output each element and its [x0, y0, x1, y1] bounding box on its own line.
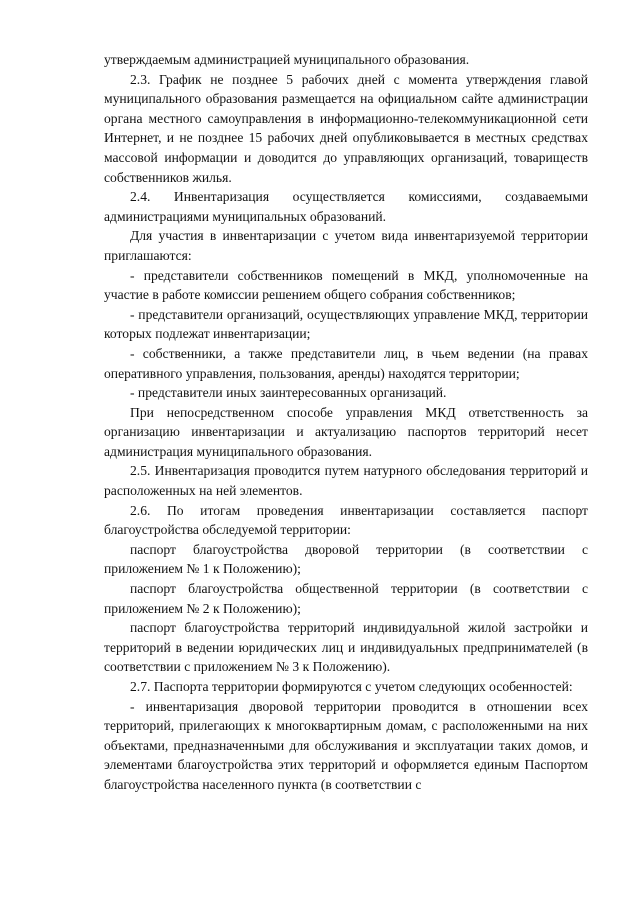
- list-item-other-organizations: - представители иных заинтересованных организаций.: [130, 385, 447, 401]
- list-item-yard-inventory: - инвентаризация дворовой территории проводится в отношении всех территорий, прилегающих к многоквартирным домам, с расположенными на них объектами, предназначенными для обслуживания и эксплуатации таких домов, и элементами благоустройства этих территорий и оформляется единым Паспортом благоустройства населенного пункта (в соответствии с: [104, 698, 588, 792]
- document-body: [104, 50, 588, 795]
- list-item-passport-individual: паспорт благоустройства территорий индивидуальной жилой застройки и территорий в ведении юридических лиц и индивидуальных предпринимателей (в соответствии с приложением № 3 к Положению).: [104, 620, 588, 675]
- paragraph-direct-management: При непосредственном способе управления МКД ответственность за организацию инвентаризации и актуализацию паспортов территорий несет администрация муниципального образования.: [104, 404, 588, 459]
- paragraph-2-4: 2.4. Инвентаризация осуществляется комиссиями, создаваемыми администрациями муниципальных образований.: [104, 189, 588, 224]
- paragraph-2-7: 2.7. Паспорта территории формируются с учетом следующих особенностей:: [130, 679, 573, 694]
- list-item-owners-representatives: - представители собственников помещений в МКД, уполномоченные на участие в работе комиссии решением общего собрания собственников;: [104, 267, 588, 303]
- paragraph-continuation: утверждаемым администрацией муниципального образования.: [104, 52, 470, 67]
- list-item-management-organizations: - представители организаций, осуществляющих управление МКД, территории которых подлежат инвентаризации;: [104, 306, 588, 342]
- list-item-passport-yard: паспорт благоустройства дворовой территории (в соответствии с приложением № 1 к Положению);: [104, 541, 588, 577]
- paragraph-2-3: 2.3. График не позднее 5 рабочих дней с момента утверждения главой муниципального образования размещается на официальном сайте администрации органа местного самоуправления в информационно-телекоммуникационной сети Интернет, и не позднее 15 рабочих дней опубликовывается в местных средствах массовой информации и доводится до управляющих организаций, товариществ собственников жилья.: [104, 71, 588, 185]
- paragraph-2-6: 2.6. По итогам проведения инвентаризации составляется паспорт благоустройства обследуемой территории:: [104, 502, 588, 538]
- list-item-owners-and-holders: - собственники, а также представители лиц, в чьем ведении (на правах оперативного управления, пользования, аренды) находятся территории;: [104, 345, 588, 381]
- paragraph-participants-intro: Для участия в инвентаризации с учетом вида инвентаризуемой территории приглашаются:: [104, 228, 588, 263]
- list-item-passport-public: паспорт благоустройства общественной территории (в соответствии с приложением № 2 к Положению);: [104, 581, 588, 616]
- paragraph-2-5: 2.5. Инвентаризация проводится путем натурного обследования территорий и расположенных на ней элементов.: [104, 463, 588, 499]
